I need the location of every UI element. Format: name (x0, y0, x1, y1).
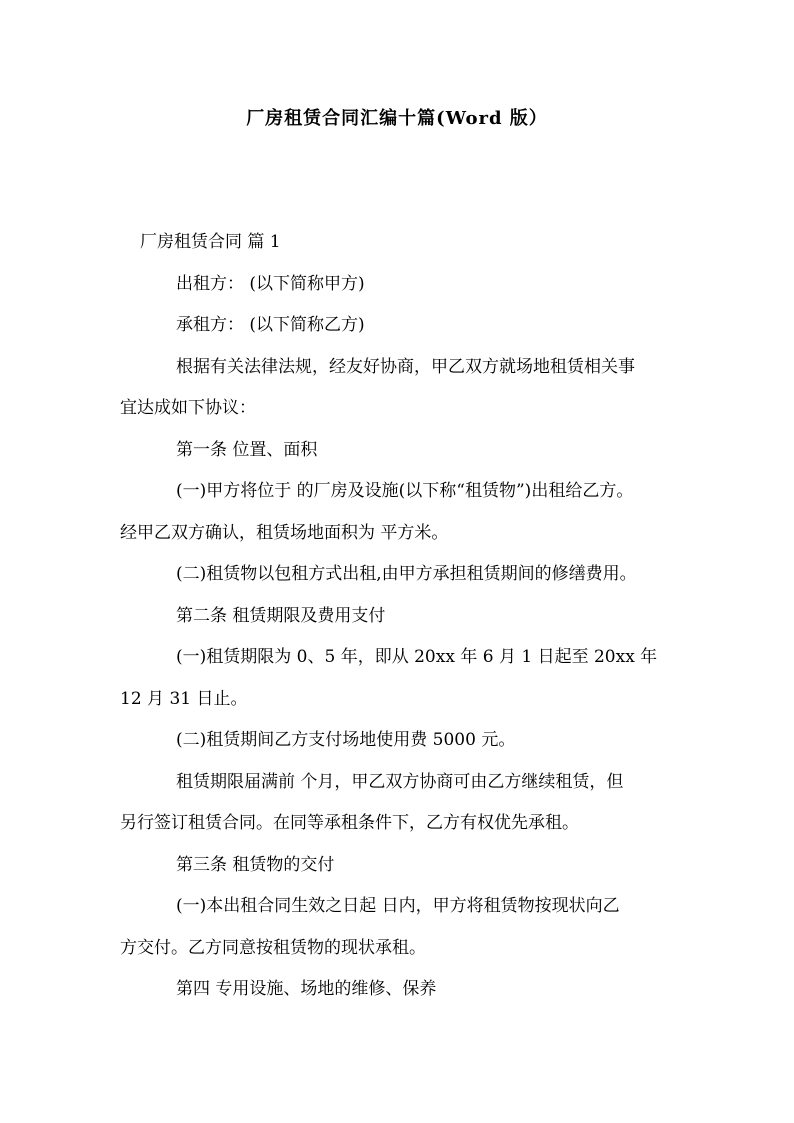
article-3-clause-1-line-2: 方交付。乙方同意按租赁物的现状承租。 (120, 938, 426, 958)
preamble-line-1: 根据有关法律法规，经友好协商，甲乙双方就场地租赁相关事 (176, 357, 635, 377)
article-2-renewal-line-2: 另行签订租赁合同。在同等承租条件下，乙方有权优先承租。 (120, 813, 579, 833)
article-1-clause-1-line-2: 经甲乙双方确认，租赁场地面积为 平方米。 (120, 523, 449, 543)
article-2-clause-2: (二)租赁期间乙方支付场地使用费 5000 元。 (176, 730, 516, 750)
article-2-clause-1-line-2: 12 月 31 日止。 (120, 689, 248, 709)
article-4-heading: 第四 专用设施、场地的维修、保养 (176, 979, 437, 999)
document-title: 厂房租赁合同汇编十篇(Word 版） (246, 108, 548, 129)
lessee-line: 承租方： (以下简称乙方) (176, 315, 365, 335)
article-3-heading: 第三条 租赁物的交付 (176, 855, 335, 875)
article-1-clause-2: (二)租赁物以包租方式出租,由甲方承担租赁期间的修缮费用。 (176, 564, 637, 584)
article-2-heading: 第二条 租赁期限及费用支付 (176, 606, 386, 626)
section-heading-contract-1: 厂房租赁合同 篇 1 (140, 232, 281, 252)
lessor-line: 出租方： (以下简称甲方) (176, 274, 365, 294)
article-1-heading: 第一条 位置、面积 (176, 440, 318, 460)
article-1-clause-1-line-1: (一)甲方将位于 的厂房及设施(以下称“租赁物”)出租给乙方。 (176, 481, 634, 501)
preamble-line-2: 宜达成如下协议： (120, 398, 256, 418)
article-2-renewal-line-1: 租赁期限届满前 个月，甲乙双方协商可由乙方继续租赁，但 (176, 772, 624, 792)
article-3-clause-1-line-1: (一)本出租合同生效之日起 日内，甲方将租赁物按现状向乙 (176, 896, 620, 916)
article-2-clause-1-line-1: (一)租赁期限为 0、5 年，即从 20xx 年 6 月 1 日起至 20xx 年 (176, 647, 658, 667)
